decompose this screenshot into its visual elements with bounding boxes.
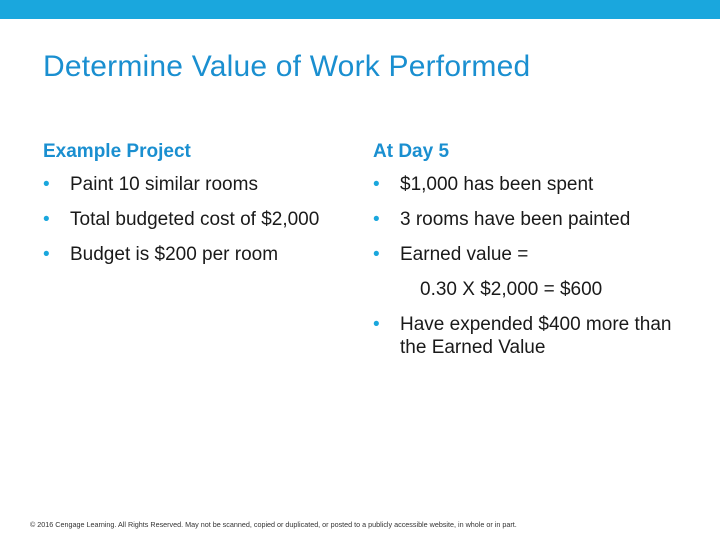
list-item: [43, 208, 333, 231]
bullet-text: $1,000 has been spent: [400, 174, 594, 195]
bullet-icon: •: [43, 174, 50, 195]
bullet-icon: •: [373, 209, 380, 230]
copyright-footer: © 2016 Cengage Learning. All Rights Reserved. May not be scanned, copied or duplicated, or posted to a publicly accessible website, in whole or in part.: [30, 520, 517, 529]
left-column-heading: Example Project: [43, 141, 191, 162]
left-bullet-list: [43, 173, 333, 266]
list-item: [373, 208, 693, 231]
list-item: [373, 243, 693, 301]
bullet-icon: •: [373, 244, 380, 265]
left-column: [43, 141, 333, 278]
right-column-heading: At Day 5: [373, 141, 450, 162]
bullet-icon: •: [373, 174, 380, 195]
list-item: [43, 173, 333, 196]
bullet-icon: •: [43, 209, 50, 230]
bullet-text: Paint 10 similar rooms: [70, 174, 258, 195]
bullet-icon: •: [373, 314, 380, 335]
slide-title: Determine Value of Work Performed: [43, 50, 531, 83]
bullet-icon: •: [43, 244, 50, 265]
bullet-text: Have expended $400 more than the Earned Value: [400, 314, 672, 358]
bullet-text: 3 rooms have been painted: [400, 209, 631, 230]
bullet-text: Earned value =: [400, 244, 529, 265]
top-accent-bar: [0, 0, 720, 19]
right-column: [373, 141, 693, 371]
list-item: [43, 243, 333, 266]
list-item: [373, 173, 693, 196]
bullet-text: Total budgeted cost of $2,000: [70, 209, 320, 230]
right-bullet-list: [373, 173, 693, 359]
earned-value-formula: 0.30 X $2,000 = $600: [420, 279, 603, 300]
list-item: [373, 313, 693, 359]
bullet-text: Budget is $200 per room: [70, 244, 279, 265]
